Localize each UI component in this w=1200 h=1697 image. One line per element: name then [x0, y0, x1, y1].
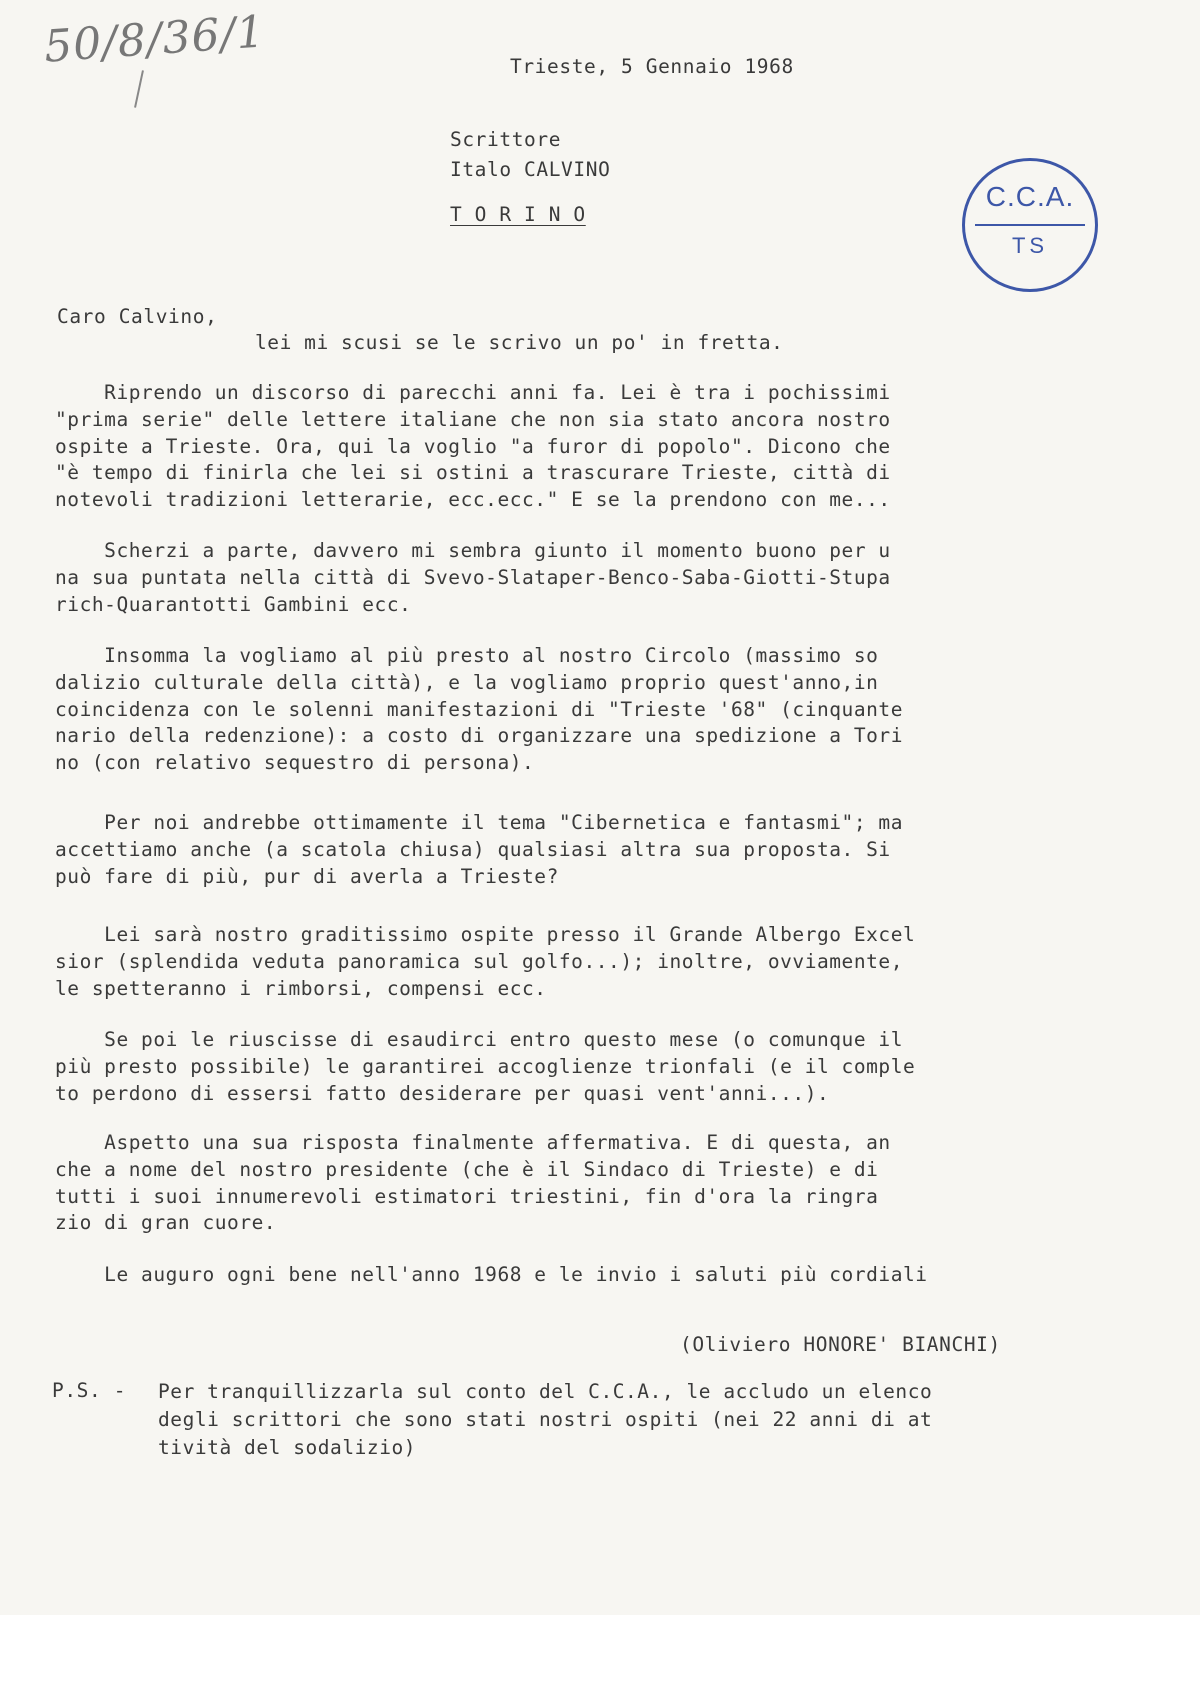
paragraph-8: [55, 1262, 1115, 1289]
paragraph-text: Riprendo un discorso di parecchi anni fa. Lei è tra i pochissimi "prima serie" delle lettere italiane che non sia stato ancora nostro ospite a Trieste. Ora, qui la voglio "a furor di popolo". Dicono che "è tempo di finirla che lei si ostini a trascurare Trieste, città di notevoli tradizioni letterarie, ecc.ecc." E se la prendono con me...: [55, 381, 891, 512]
paragraph-5: [55, 922, 1115, 1002]
paragraph-2: [55, 538, 1115, 618]
ps-label: P.S. -: [52, 1379, 127, 1402]
handwritten-stroke: [134, 70, 144, 108]
archive-handwritten-note: 50/8/36/1: [42, 6, 267, 73]
postscript-text: Per tranquillizzarla sul conto del C.C.A., le accludo un elenco degli scrittori che sono stati nostri ospiti (nei 22 anni di at tività del sodalizio): [158, 1380, 933, 1459]
opening-line: [255, 330, 1200, 357]
postscript: [158, 1378, 932, 1462]
stamp-line-1: C.C.A.: [985, 181, 1075, 212]
recipient-city: T O R I N O: [450, 203, 586, 226]
paragraph-7: [55, 1130, 1115, 1237]
paragraph-text: Scherzi a parte, davvero mi sembra giunto il momento buono per u na sua puntata nella città di Svevo-Slataper-Benco-Saba-Giotti-Stupa rich-Quarantotti Gambini ecc.: [55, 539, 891, 616]
paragraph-text: Insomma la vogliamo al più presto al nostro Circolo (massimo so dalizio culturale della città), e la vogliamo proprio quest'anno,in coincidenza con le solenni manifestazioni di "Trieste '68" (cinquante nario della redenzione): a costo di organizzare una spedizione a Tori no (con relativo sequestro di persona).: [55, 644, 904, 775]
paragraph-6: [55, 1027, 1115, 1107]
paragraph-text: Aspetto una sua risposta finalmente affermativa. E di questa, an che a nome del nostro presidente (che è il Sindaco di Trieste) e di tutti i suoi innumerevoli estimatori triestini, fin d'ora la ringra zio di gran cuore.: [55, 1131, 891, 1235]
paragraph-text: Se poi le riuscisse di esaudirci entro questo mese (o comunque il più presto possibile) le garantirei accoglienze trionfali (e il comple to perdono di essersi fatto desiderare per quasi vent'anni...).: [55, 1028, 916, 1105]
paragraph-text: Lei sarà nostro graditissimo ospite presso il Grande Albergo Excel sior (splendida veduta panoramica sul golfo...); inoltre, ovviamente, le spetteranno i rimborsi, compensi ecc.: [55, 923, 916, 1000]
letter-date: Trieste, 5 Gennaio 1968: [510, 55, 794, 78]
paragraph-4: [55, 810, 1115, 890]
paragraph-1: [55, 380, 1115, 514]
opening-text: lei mi scusi se le scrivo un po' in fretta.: [255, 331, 784, 354]
stamp-divider: [975, 224, 1085, 226]
paragraph-text: Le auguro ogni bene nell'anno 1968 e le invio i saluti più cordiali: [55, 1263, 928, 1286]
signature: (Oliviero HONORE' BIANCHI): [680, 1333, 1001, 1356]
stamp-line-2: TS: [1011, 233, 1049, 258]
recipient-title: Scrittore: [450, 128, 562, 151]
paragraph-text: Per noi andrebbe ottimamente il tema "Cibernetica e fantasmi"; ma accettiamo anche (a scatola chiusa) qualsiasi altra sua proposta. Si può fare di più, pur di averla a Trieste?: [55, 811, 904, 888]
salutation: Caro Calvino,: [57, 305, 218, 328]
paragraph-3: [55, 643, 1115, 777]
cca-stamp: [962, 158, 1098, 292]
recipient-name: Italo CALVINO: [450, 158, 611, 181]
